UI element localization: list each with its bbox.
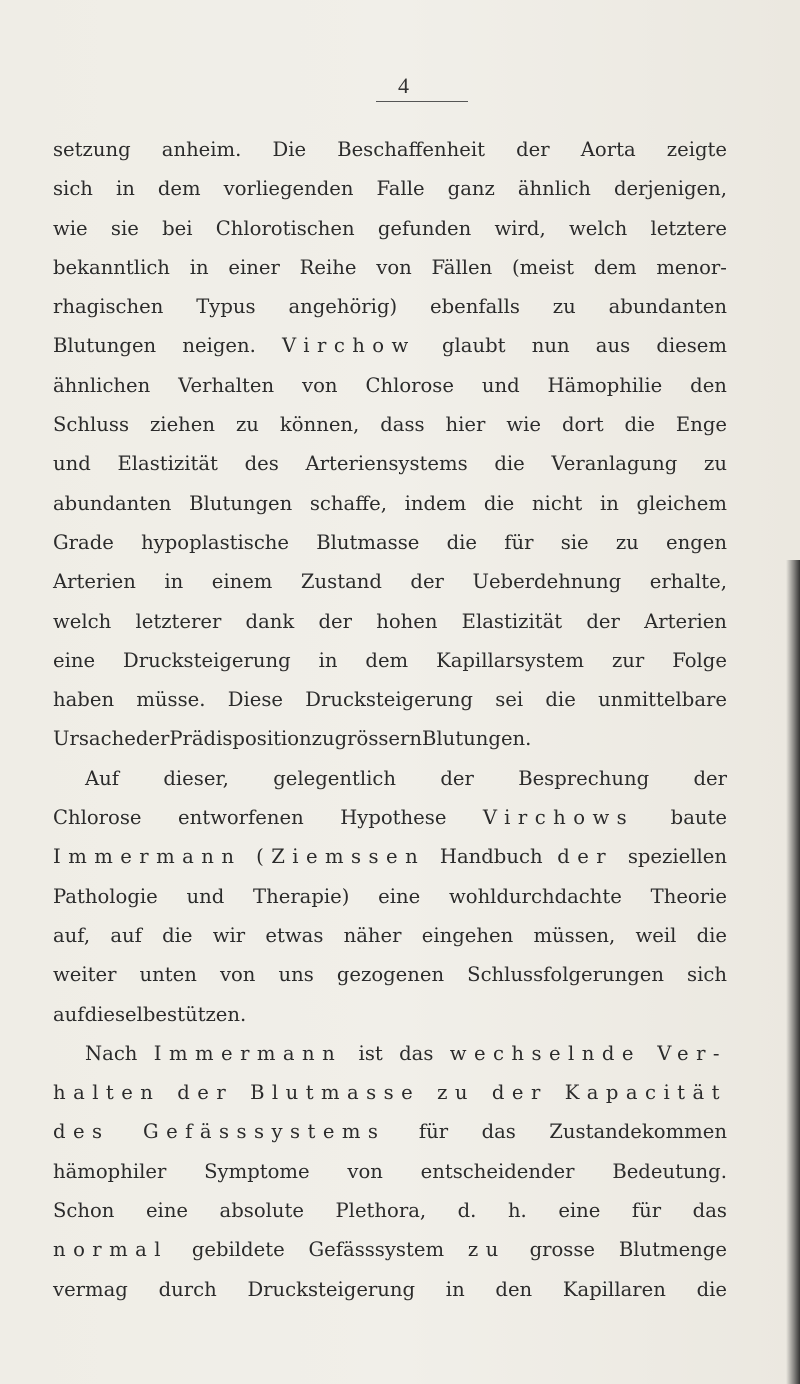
- text-line: [53, 798, 727, 837]
- word: sei: [495, 688, 524, 712]
- text-line: [53, 602, 727, 641]
- word: Fällen: [431, 255, 493, 279]
- word: wie: [53, 216, 88, 240]
- word: vorliegenden: [223, 177, 354, 201]
- word: wir: [212, 923, 246, 947]
- word: setzung: [53, 138, 131, 161]
- word: dass: [380, 413, 425, 437]
- word: dem: [365, 648, 409, 672]
- text-line: [53, 916, 727, 955]
- word: der: [516, 138, 550, 161]
- word: Ver-: [657, 1041, 727, 1065]
- word: in: [115, 177, 135, 201]
- word: speziellen: [627, 845, 727, 869]
- word: dieselbe: [84, 1002, 168, 1026]
- word: unten: [139, 963, 197, 987]
- word: die: [624, 413, 655, 437]
- word: die: [162, 923, 193, 947]
- word: der: [693, 766, 727, 790]
- word: unmittelbare: [598, 688, 727, 712]
- word: müsse.: [136, 688, 206, 712]
- word: Blutmenge: [618, 1238, 727, 1262]
- word: zu: [615, 530, 639, 554]
- word: schaffe,: [309, 491, 387, 515]
- word: indem: [404, 491, 467, 515]
- word: und: [53, 452, 91, 476]
- word: und: [481, 373, 520, 397]
- word: Blutungen: [189, 491, 293, 515]
- word: der: [410, 570, 444, 594]
- word: Schlussfolgerungen: [467, 963, 664, 987]
- word: vermag: [53, 1277, 128, 1301]
- text-line: [53, 1191, 727, 1230]
- word: näher: [343, 923, 402, 947]
- page-number-rule: [376, 101, 468, 102]
- word: Arterien: [644, 609, 727, 633]
- word: von: [376, 255, 412, 279]
- text-line: [53, 326, 727, 365]
- word: wohldurchdachte: [449, 884, 622, 908]
- word: grössern: [334, 727, 423, 751]
- word: welch: [568, 216, 628, 240]
- word: hypoplastische: [141, 530, 290, 554]
- word: durch: [158, 1277, 217, 1301]
- word: diesem: [656, 334, 727, 358]
- word: eine: [145, 1199, 189, 1223]
- word: in: [164, 570, 184, 594]
- word: d.: [457, 1199, 477, 1223]
- word: auf,: [53, 923, 91, 947]
- text-line: [53, 1270, 727, 1309]
- word: der: [586, 609, 620, 633]
- word: anheim.: [161, 138, 242, 161]
- text-line: [53, 877, 727, 916]
- text-line: [53, 169, 727, 208]
- word: sie: [560, 530, 589, 554]
- word: Blutungen: [53, 334, 157, 358]
- word: Blutungen.: [422, 727, 532, 751]
- word: zeigte: [666, 138, 727, 161]
- word: Reihe: [299, 255, 357, 279]
- word: ebenfalls: [430, 295, 520, 319]
- word: dieser,: [163, 766, 229, 790]
- word: ist: [358, 1041, 383, 1065]
- word: Gefässsystems: [143, 1120, 386, 1144]
- word: weiter: [53, 963, 117, 987]
- word: Grade: [53, 530, 114, 554]
- word: eine: [53, 648, 96, 672]
- word: Therapie): [253, 884, 350, 908]
- word: hohen: [376, 609, 438, 633]
- word: in: [318, 648, 338, 672]
- word: Handbuch: [439, 845, 543, 869]
- word: des: [244, 452, 279, 476]
- word: wird,: [494, 216, 546, 240]
- text-line: [53, 680, 727, 719]
- word: eingehen: [421, 923, 514, 947]
- word: sie: [110, 216, 139, 240]
- word: Drucksteigerung: [247, 1277, 416, 1301]
- word: Kapacität: [564, 1081, 727, 1105]
- text-line: [53, 130, 727, 169]
- word: müssen,: [533, 923, 616, 947]
- text-line: [53, 955, 727, 994]
- word: aus: [595, 334, 631, 358]
- word: dem: [593, 255, 637, 279]
- word: die: [545, 688, 576, 712]
- word: gebildete: [191, 1238, 285, 1262]
- word: von: [347, 1159, 383, 1183]
- word: in: [445, 1277, 465, 1301]
- word: von: [302, 373, 338, 397]
- word: Ueberdehnung: [472, 570, 622, 594]
- text-line: [53, 484, 727, 523]
- word: hier: [445, 413, 486, 437]
- word: Plethora,: [335, 1199, 427, 1223]
- word: normal: [53, 1238, 168, 1262]
- word: ganz: [447, 177, 495, 201]
- word: die: [696, 1277, 727, 1301]
- word: Arterien: [53, 570, 136, 594]
- word: sich: [53, 177, 93, 201]
- word: Prädisposition: [169, 727, 312, 751]
- word: der: [318, 609, 352, 633]
- word: den: [495, 1277, 533, 1301]
- word: gefunden: [377, 216, 472, 240]
- word: gelegentlich: [273, 766, 396, 790]
- word: etwas: [265, 923, 324, 947]
- word: Veranlagung: [551, 452, 678, 476]
- word: dem: [157, 177, 201, 201]
- word: wechselnde: [449, 1041, 641, 1065]
- word: Blutmasse: [250, 1081, 421, 1105]
- body-text: [53, 130, 727, 1309]
- word: Pathologie: [53, 884, 158, 908]
- page-number: 4: [398, 73, 409, 98]
- word: in: [599, 491, 619, 515]
- text-line: [53, 1152, 727, 1191]
- word: der: [440, 766, 474, 790]
- word: Arteriensystems: [305, 452, 468, 476]
- word: nicht: [531, 491, 583, 515]
- word: Schluss: [53, 413, 130, 437]
- word: für: [631, 1199, 662, 1223]
- word: einem: [211, 570, 273, 594]
- word: Diese: [227, 688, 283, 712]
- word: Chlorotischen: [215, 216, 355, 240]
- word: des: [53, 1120, 110, 1144]
- word: Zustandekommen: [549, 1120, 727, 1144]
- word: zur: [611, 648, 645, 672]
- word: glaubt: [441, 334, 506, 358]
- text-line: [53, 444, 727, 483]
- word: eine: [558, 1199, 601, 1223]
- word: zu: [552, 295, 576, 319]
- word: das: [692, 1199, 727, 1223]
- text-line: [53, 995, 727, 1034]
- word: Drucksteigerung: [305, 688, 473, 712]
- word: auf: [53, 1002, 85, 1026]
- word: Schon: [53, 1199, 115, 1223]
- word: Blutmasse: [316, 530, 420, 554]
- word: (meist: [512, 255, 575, 279]
- word: entscheidender: [420, 1159, 575, 1183]
- word: bei: [162, 216, 193, 240]
- word: entworfenen: [177, 806, 304, 830]
- word: absolute: [219, 1199, 304, 1223]
- word: derjenigen,: [613, 177, 727, 201]
- word: Falle: [376, 177, 425, 201]
- word: Kapillaren: [562, 1277, 666, 1301]
- text-line: [53, 1034, 727, 1073]
- text-line: [53, 1112, 727, 1151]
- word: menor-: [656, 255, 727, 279]
- word: sich: [687, 963, 727, 987]
- word: einer: [228, 255, 280, 279]
- word: die: [494, 452, 525, 476]
- word: Folge: [672, 648, 727, 672]
- word: Virchow: [282, 334, 416, 358]
- word: in: [189, 255, 209, 279]
- word: eine: [378, 884, 421, 908]
- word: Kapillarsystem: [436, 648, 585, 672]
- word: zu: [437, 1081, 475, 1105]
- word: Immermann: [153, 1041, 343, 1065]
- word: h.: [507, 1199, 527, 1223]
- word: Auf: [85, 766, 120, 790]
- word: Immermann: [53, 845, 242, 869]
- word: den: [690, 373, 727, 397]
- word: angehörig): [288, 295, 398, 319]
- word: neigen.: [182, 334, 256, 358]
- word: der: [557, 845, 614, 869]
- word: Besprechung: [518, 766, 650, 790]
- word: Aorta: [580, 138, 636, 161]
- word: Hämophilie: [547, 373, 663, 397]
- word: weil: [635, 923, 677, 947]
- word: uns: [278, 963, 314, 987]
- text-line: [53, 562, 727, 601]
- word: der: [177, 1081, 234, 1105]
- word: Ursache: [53, 727, 136, 751]
- word: abundanten: [53, 491, 172, 515]
- page-edge-shadow: [786, 560, 800, 1384]
- word: der: [491, 1081, 548, 1105]
- word: bekanntlich: [53, 255, 170, 279]
- word: Zustand: [300, 570, 382, 594]
- word: Chlorose: [365, 373, 454, 397]
- word: ähnlichen: [53, 373, 151, 397]
- word: (Ziemssen: [256, 845, 426, 869]
- word: Virchows: [482, 806, 635, 830]
- word: Hypothese: [340, 806, 447, 830]
- word: für: [418, 1120, 449, 1144]
- word: hämophiler: [53, 1159, 167, 1183]
- word: rhagischen: [53, 295, 164, 319]
- word: abundanten: [608, 295, 727, 319]
- text-line: [53, 759, 727, 798]
- word: Typus: [196, 295, 256, 319]
- word: Theorie: [650, 884, 727, 908]
- text-line: [53, 1073, 727, 1112]
- word: das: [481, 1120, 516, 1144]
- word: Die: [272, 138, 307, 161]
- word: Verhalten: [178, 373, 275, 397]
- word: Beschaffenheit: [337, 138, 486, 161]
- word: engen: [666, 530, 727, 554]
- word: gleichem: [636, 491, 727, 515]
- word: zu: [311, 727, 335, 751]
- text-line: [53, 209, 727, 248]
- word: erhalte,: [649, 570, 727, 594]
- word: Bedeutung.: [612, 1159, 727, 1183]
- word: wie: [506, 413, 542, 437]
- word: halten: [53, 1081, 161, 1105]
- word: welch: [53, 609, 112, 633]
- word: auf: [110, 923, 142, 947]
- text-line: [53, 719, 727, 758]
- word: dank: [245, 609, 295, 633]
- word: letztere: [650, 216, 727, 240]
- word: Gefässsystem: [308, 1238, 445, 1262]
- word: zu: [704, 452, 727, 476]
- word: und: [186, 884, 225, 908]
- word: stützen.: [167, 1002, 247, 1026]
- word: ziehen: [149, 413, 216, 437]
- word: ähnlich: [517, 177, 591, 201]
- word: Chlorose: [53, 806, 142, 830]
- word: Elastizität: [461, 609, 563, 633]
- word: letzterer: [135, 609, 222, 633]
- word: dort: [561, 413, 604, 437]
- word: das: [399, 1041, 434, 1065]
- word: die: [483, 491, 515, 515]
- text-line: [53, 641, 727, 680]
- text-line: [53, 287, 727, 326]
- word: baute: [670, 806, 727, 830]
- word: von: [219, 963, 256, 987]
- text-line: [53, 837, 727, 876]
- word: Enge: [675, 413, 727, 437]
- word: Drucksteigerung: [123, 648, 291, 672]
- word: Elastizität: [117, 452, 218, 476]
- word: zu: [467, 1238, 506, 1262]
- word: haben: [53, 688, 115, 712]
- text-line: [53, 366, 727, 405]
- text-line: [53, 248, 727, 287]
- word: der: [135, 727, 170, 751]
- word: für: [504, 530, 534, 554]
- text-line: [53, 523, 727, 562]
- word: gezogenen: [336, 963, 445, 987]
- word: Symptome: [204, 1159, 310, 1183]
- text-line: [53, 1230, 727, 1269]
- word: die: [696, 923, 727, 947]
- word: nun: [531, 334, 570, 358]
- text-line: [53, 405, 727, 444]
- word: die: [446, 530, 478, 554]
- word: Nach: [85, 1041, 138, 1065]
- word: zu: [235, 413, 259, 437]
- word: können,: [279, 413, 360, 437]
- word: grosse: [529, 1238, 595, 1262]
